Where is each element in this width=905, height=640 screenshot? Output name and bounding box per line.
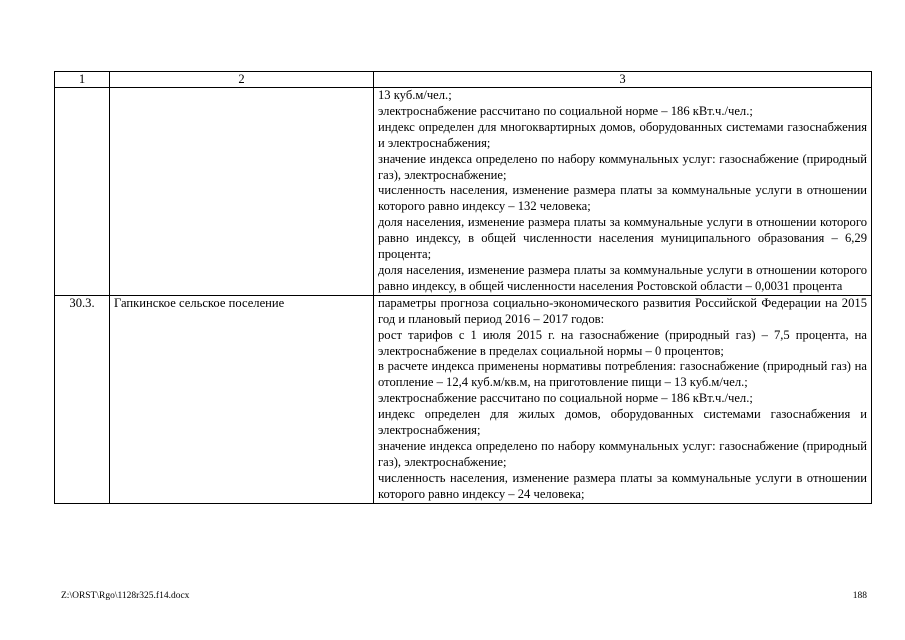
paragraph: рост тарифов с 1 июля 2015 г. на газоснабжение (природный газ) – 7,5 процента, на электроснабжение в пределах социальной нормы – 0 процентов;: [378, 327, 867, 358]
paragraph: индекс определен для жилых домов, оборудованных системами газоснабжения и электроснабжения;: [378, 407, 867, 438]
paragraph: электроснабжение рассчитано по социальной норме – 186 кВт.ч./чел.;: [378, 103, 753, 118]
header-col-2: 2: [110, 72, 374, 88]
row-number: 30.3.: [55, 295, 110, 503]
row-description: [374, 88, 872, 296]
header-col-1: 1: [55, 72, 110, 88]
paragraph: значение индекса определено по набору коммунальных услуг: газоснабжение (природный газ), электроснабжение;: [378, 438, 867, 469]
row-name: Гапкинское сельское поселение: [110, 295, 374, 503]
paragraph: параметры прогноза социально-экономического развития Российской Федерации на 2015 год и плановый период 2016 – 2017 годов:: [378, 295, 867, 326]
row-name: [110, 88, 374, 296]
paragraph: численность населения, изменение размера платы за коммунальные услуги в отношении которого равно индексу – 24 человека;: [378, 470, 867, 501]
footer-file-path: Z:\ORST\Rgo\1128r325.f14.docx: [61, 591, 190, 601]
page-number: 188: [852, 591, 867, 601]
table-row: [55, 295, 872, 503]
paragraph: доля населения, изменение размера платы за коммунальные услуги в отношении которого равно индексу, в общей численности населения муниципального образования – 6,29 процента;: [378, 215, 867, 262]
paragraph: в расчете индекса применены нормативы потребления: газоснабжение (природный газ) на отопление – 12,4 куб.м/кв.м, на приготовление пищи – 13 куб.м/чел.;: [378, 359, 867, 390]
row-description: [374, 295, 872, 503]
table-header-row: [55, 72, 872, 88]
data-table: [54, 71, 872, 504]
paragraph: 13 куб.м/чел.;: [378, 88, 452, 102]
paragraph: численность населения, изменение размера платы за коммунальные услуги в отношении которого равно индексу – 132 человека;: [378, 183, 867, 214]
paragraph: индекс определен для многоквартирных домов, оборудованных системами газоснабжения и электроснабжения;: [378, 119, 867, 150]
paragraph: электроснабжение рассчитано по социальной норме – 186 кВт.ч./чел.;: [378, 391, 753, 406]
table-row: [55, 88, 872, 296]
row-number: [55, 88, 110, 296]
header-col-3: 3: [374, 72, 872, 88]
paragraph: доля населения, изменение размера платы за коммунальные услуги в отношении которого равно индексу, в общей численности населения Ростовской области – 0,0031 процента: [378, 262, 867, 293]
paragraph: значение индекса определено по набору коммунальных услуг: газоснабжение (природный газ), электроснабжение;: [378, 151, 867, 182]
